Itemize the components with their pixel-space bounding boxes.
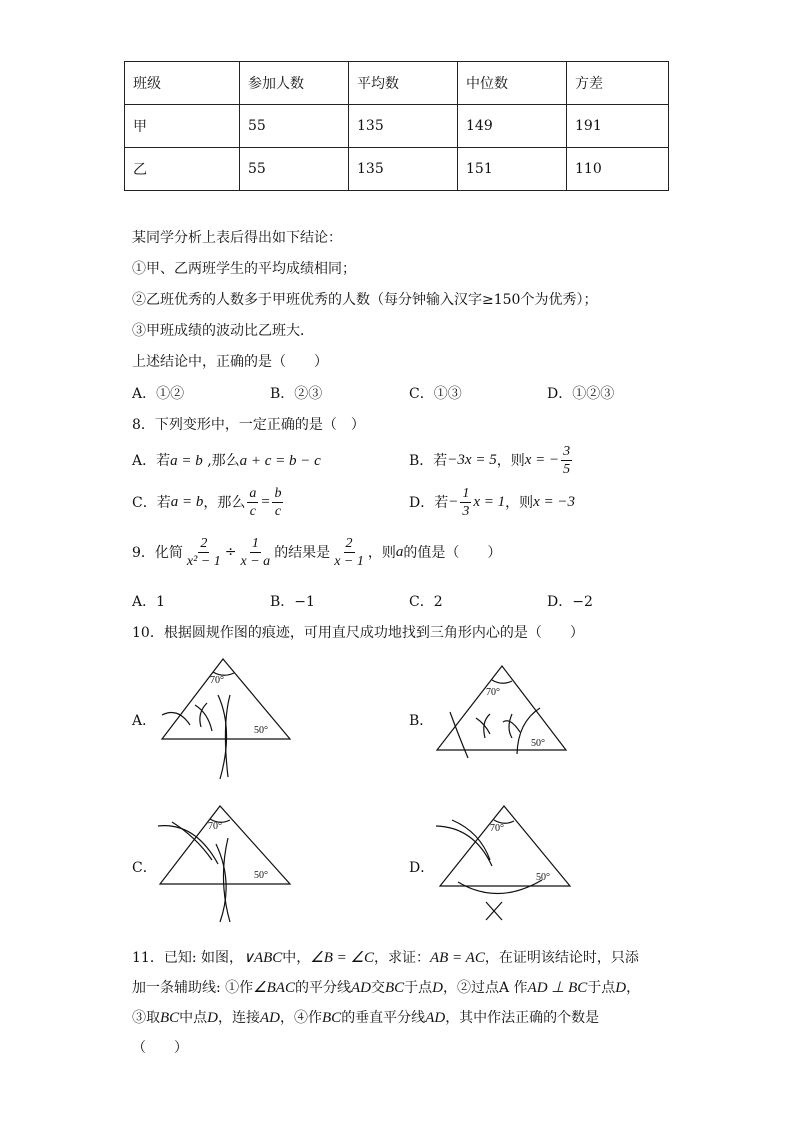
frac-numerator: a (249, 485, 257, 501)
frac-denominator: c (274, 503, 282, 519)
q8-stem: 8．下列变形中，一定正确的是（ ） (132, 417, 365, 433)
q9-label: 9．化简 (132, 545, 183, 561)
angle-label-right: 50° (531, 738, 545, 749)
q9-tail: ，则 (367, 545, 396, 561)
frac-denominator: 3 (462, 503, 470, 519)
table-cell: 151 (458, 148, 567, 191)
table-row (125, 105, 669, 148)
text: 11．已知: 如图， (132, 950, 243, 966)
q8-b-math1: −3x = 5 (447, 451, 497, 468)
math: AD (425, 1010, 446, 1026)
q8-c-fraction-1 (247, 485, 258, 520)
q8-c-math1: a = b (170, 493, 204, 510)
compass-arc (509, 714, 512, 738)
q8-d-math2: x = −3 (533, 493, 576, 510)
math: D (432, 980, 443, 996)
q8-c-mid: ，那么 (203, 495, 246, 511)
frac-denominator: 5 (563, 461, 571, 477)
figure-a (150, 655, 300, 780)
q8-c-eq: = (260, 493, 271, 510)
compass-arc (452, 820, 490, 860)
frac-denominator: x² − 1 (186, 553, 221, 569)
q8-option-c (132, 480, 285, 524)
math: AD ⊥ BC (527, 980, 588, 996)
frac-numerator: 1 (462, 485, 470, 501)
frac-numerator: 1 (251, 535, 259, 551)
q10-label-d: D． (409, 860, 435, 876)
q7-prompt: 上述结论中，正确的是（ ） (132, 354, 328, 370)
table-header-cell: 班级 (125, 62, 240, 105)
frac-numerator: b (274, 485, 282, 501)
table-header-row (125, 62, 669, 105)
q7-intro: 某同学分析上表后得出如下结论： (132, 230, 342, 246)
math: AD (350, 980, 371, 996)
compass-arc (503, 721, 520, 732)
math: ∠B = ∠C (310, 950, 374, 966)
q8-option-b (409, 438, 574, 482)
q8-a-label: A．若 (132, 453, 171, 469)
angle-label-top: 70° (210, 675, 224, 686)
q8-d-neg: − (448, 493, 459, 510)
angle-arc (492, 680, 512, 683)
frac-denominator: x − 1 (334, 553, 364, 569)
q11-answer-bracket: （ ） (132, 1040, 188, 1056)
frac-numerator: 2 (200, 535, 208, 551)
text: 中点 (179, 1010, 208, 1026)
q9-var: a (395, 543, 404, 560)
table-cell: 135 (349, 148, 458, 191)
table-header-cell: 平均数 (349, 62, 458, 105)
q11-line-1 (132, 947, 639, 967)
angle-label-top: 70° (486, 687, 500, 698)
frac-denominator: c (249, 503, 256, 519)
text: ， (626, 980, 641, 996)
text: 中， (282, 950, 311, 966)
compass-arc (223, 838, 230, 922)
q7-option-a: A．①② (132, 386, 185, 402)
q7-option-b: B．②③ (270, 386, 323, 402)
table-cell: 甲 (125, 105, 240, 148)
figure-d (430, 802, 580, 927)
triangle (440, 806, 570, 886)
angle-label-right: 50° (254, 725, 268, 736)
table-cell: 191 (567, 105, 669, 148)
q7-option-d: D．①②③ (547, 386, 615, 402)
q8-c-fraction-2 (272, 485, 283, 520)
q8-b-label: B．若 (409, 453, 448, 469)
q7-conclusion-1: ①甲、乙两班学生的平均成绩相同； (132, 261, 356, 277)
table-cell: 149 (458, 105, 567, 148)
q11-line-2 (132, 977, 640, 997)
math: BC (384, 980, 405, 996)
angle-label-right: 50° (536, 872, 550, 883)
q7-option-c: C．①③ (409, 386, 462, 402)
text: 交 (370, 980, 385, 996)
figure-b (430, 662, 580, 787)
q7-conclusion-2: ②乙班优秀的人数多于甲班优秀的人数（每分钟输入汉字≥150个为优秀）； (132, 292, 598, 308)
q9-fraction-2 (239, 535, 273, 570)
table-header-cell: 方差 (567, 62, 669, 105)
q9-fraction-1 (185, 535, 223, 570)
q9-end: 的值是（ ） (403, 545, 502, 561)
table-cell: 110 (567, 148, 669, 191)
q9-fraction-3 (332, 535, 366, 570)
text: ③取 (132, 1010, 160, 1026)
text: ，在证明该结论时，只添 (484, 950, 639, 966)
text: 于点 (587, 980, 616, 996)
triangle (437, 666, 566, 750)
q9-option-b: B．−1 (270, 594, 315, 610)
q8-option-d (409, 480, 575, 524)
q8-c-label: C．若 (132, 495, 171, 511)
q7-conclusion-3: ③甲班成绩的波动比乙班大． (132, 323, 314, 339)
math: ∨ABC (242, 950, 283, 966)
table-row (125, 148, 669, 191)
math: BC (160, 1010, 180, 1026)
math: D (207, 1010, 219, 1026)
compass-arc (476, 718, 490, 734)
table-header-cell: 中位数 (458, 62, 567, 105)
q8-b-math2: x = − (524, 451, 560, 468)
q9-stem (132, 530, 501, 574)
q8-a-mid: ,那么 (202, 453, 240, 469)
q9-option-d: D．−2 (547, 594, 593, 610)
text: 加一条辅助线: ①作 (132, 980, 254, 996)
compass-arc (458, 880, 542, 894)
q8-d-mid: ，则 (505, 495, 534, 511)
q8-d-label: D．若 (409, 495, 449, 511)
text: ，连接 (218, 1010, 261, 1026)
q8-b-fraction (561, 443, 572, 478)
table-cell: 135 (349, 105, 458, 148)
q8-b-mid: ，则 (496, 453, 525, 469)
q10-stem: 10．根据圆规作图的痕迹，可用直尺成功地找到三角形内心的是（ ） (132, 625, 584, 641)
frac-numerator: 2 (345, 535, 353, 551)
table-header-cell: 参加人数 (240, 62, 349, 105)
q9-mid: 的结果是 (274, 545, 331, 561)
angle-label-top: 70° (490, 823, 504, 834)
table-cell: 55 (240, 148, 349, 191)
q8-d-math1: x = 1 (473, 493, 506, 510)
q9-option-a: A．1 (132, 594, 166, 610)
math: AD (260, 1010, 281, 1026)
q10-label-b: B． (409, 713, 434, 729)
text: ，④作 (280, 1010, 323, 1026)
angle-label-right: 50° (254, 870, 268, 881)
frac-numerator: 3 (563, 443, 571, 459)
text: 的垂直平分线 (341, 1010, 426, 1026)
math: ∠BAC (253, 980, 295, 996)
table-cell: 乙 (125, 148, 240, 191)
q8-option-a (132, 450, 321, 470)
angle-label-top: 70° (208, 821, 222, 832)
math: D (615, 980, 627, 996)
stats-table (124, 61, 669, 191)
q11-line-3 (132, 1007, 599, 1027)
compass-arc (195, 705, 212, 731)
text: ，②过点A 作 (442, 980, 528, 996)
q9-option-c: C．2 (409, 594, 443, 610)
q8-a-math1: a = b (170, 453, 203, 469)
text: ，其中作法正确的个数是 (445, 1010, 600, 1026)
table-cell: 55 (240, 105, 349, 148)
q9-divide: ÷ (224, 544, 237, 560)
q10-label-a: A． (132, 713, 157, 729)
compass-arc (450, 712, 468, 758)
q8-a-math2: a + c = b − c (239, 453, 321, 469)
figure-c (150, 802, 300, 927)
text: 的平分线 (294, 980, 351, 996)
text: ，求证： (373, 950, 430, 966)
math: AB = AC (429, 950, 485, 966)
q10-label-c: C． (132, 860, 157, 876)
frac-denominator: x − a (240, 553, 271, 569)
math: BC (322, 1010, 342, 1026)
compass-arc (162, 713, 190, 725)
text: 于点 (404, 980, 433, 996)
q8-d-fraction (460, 485, 471, 520)
